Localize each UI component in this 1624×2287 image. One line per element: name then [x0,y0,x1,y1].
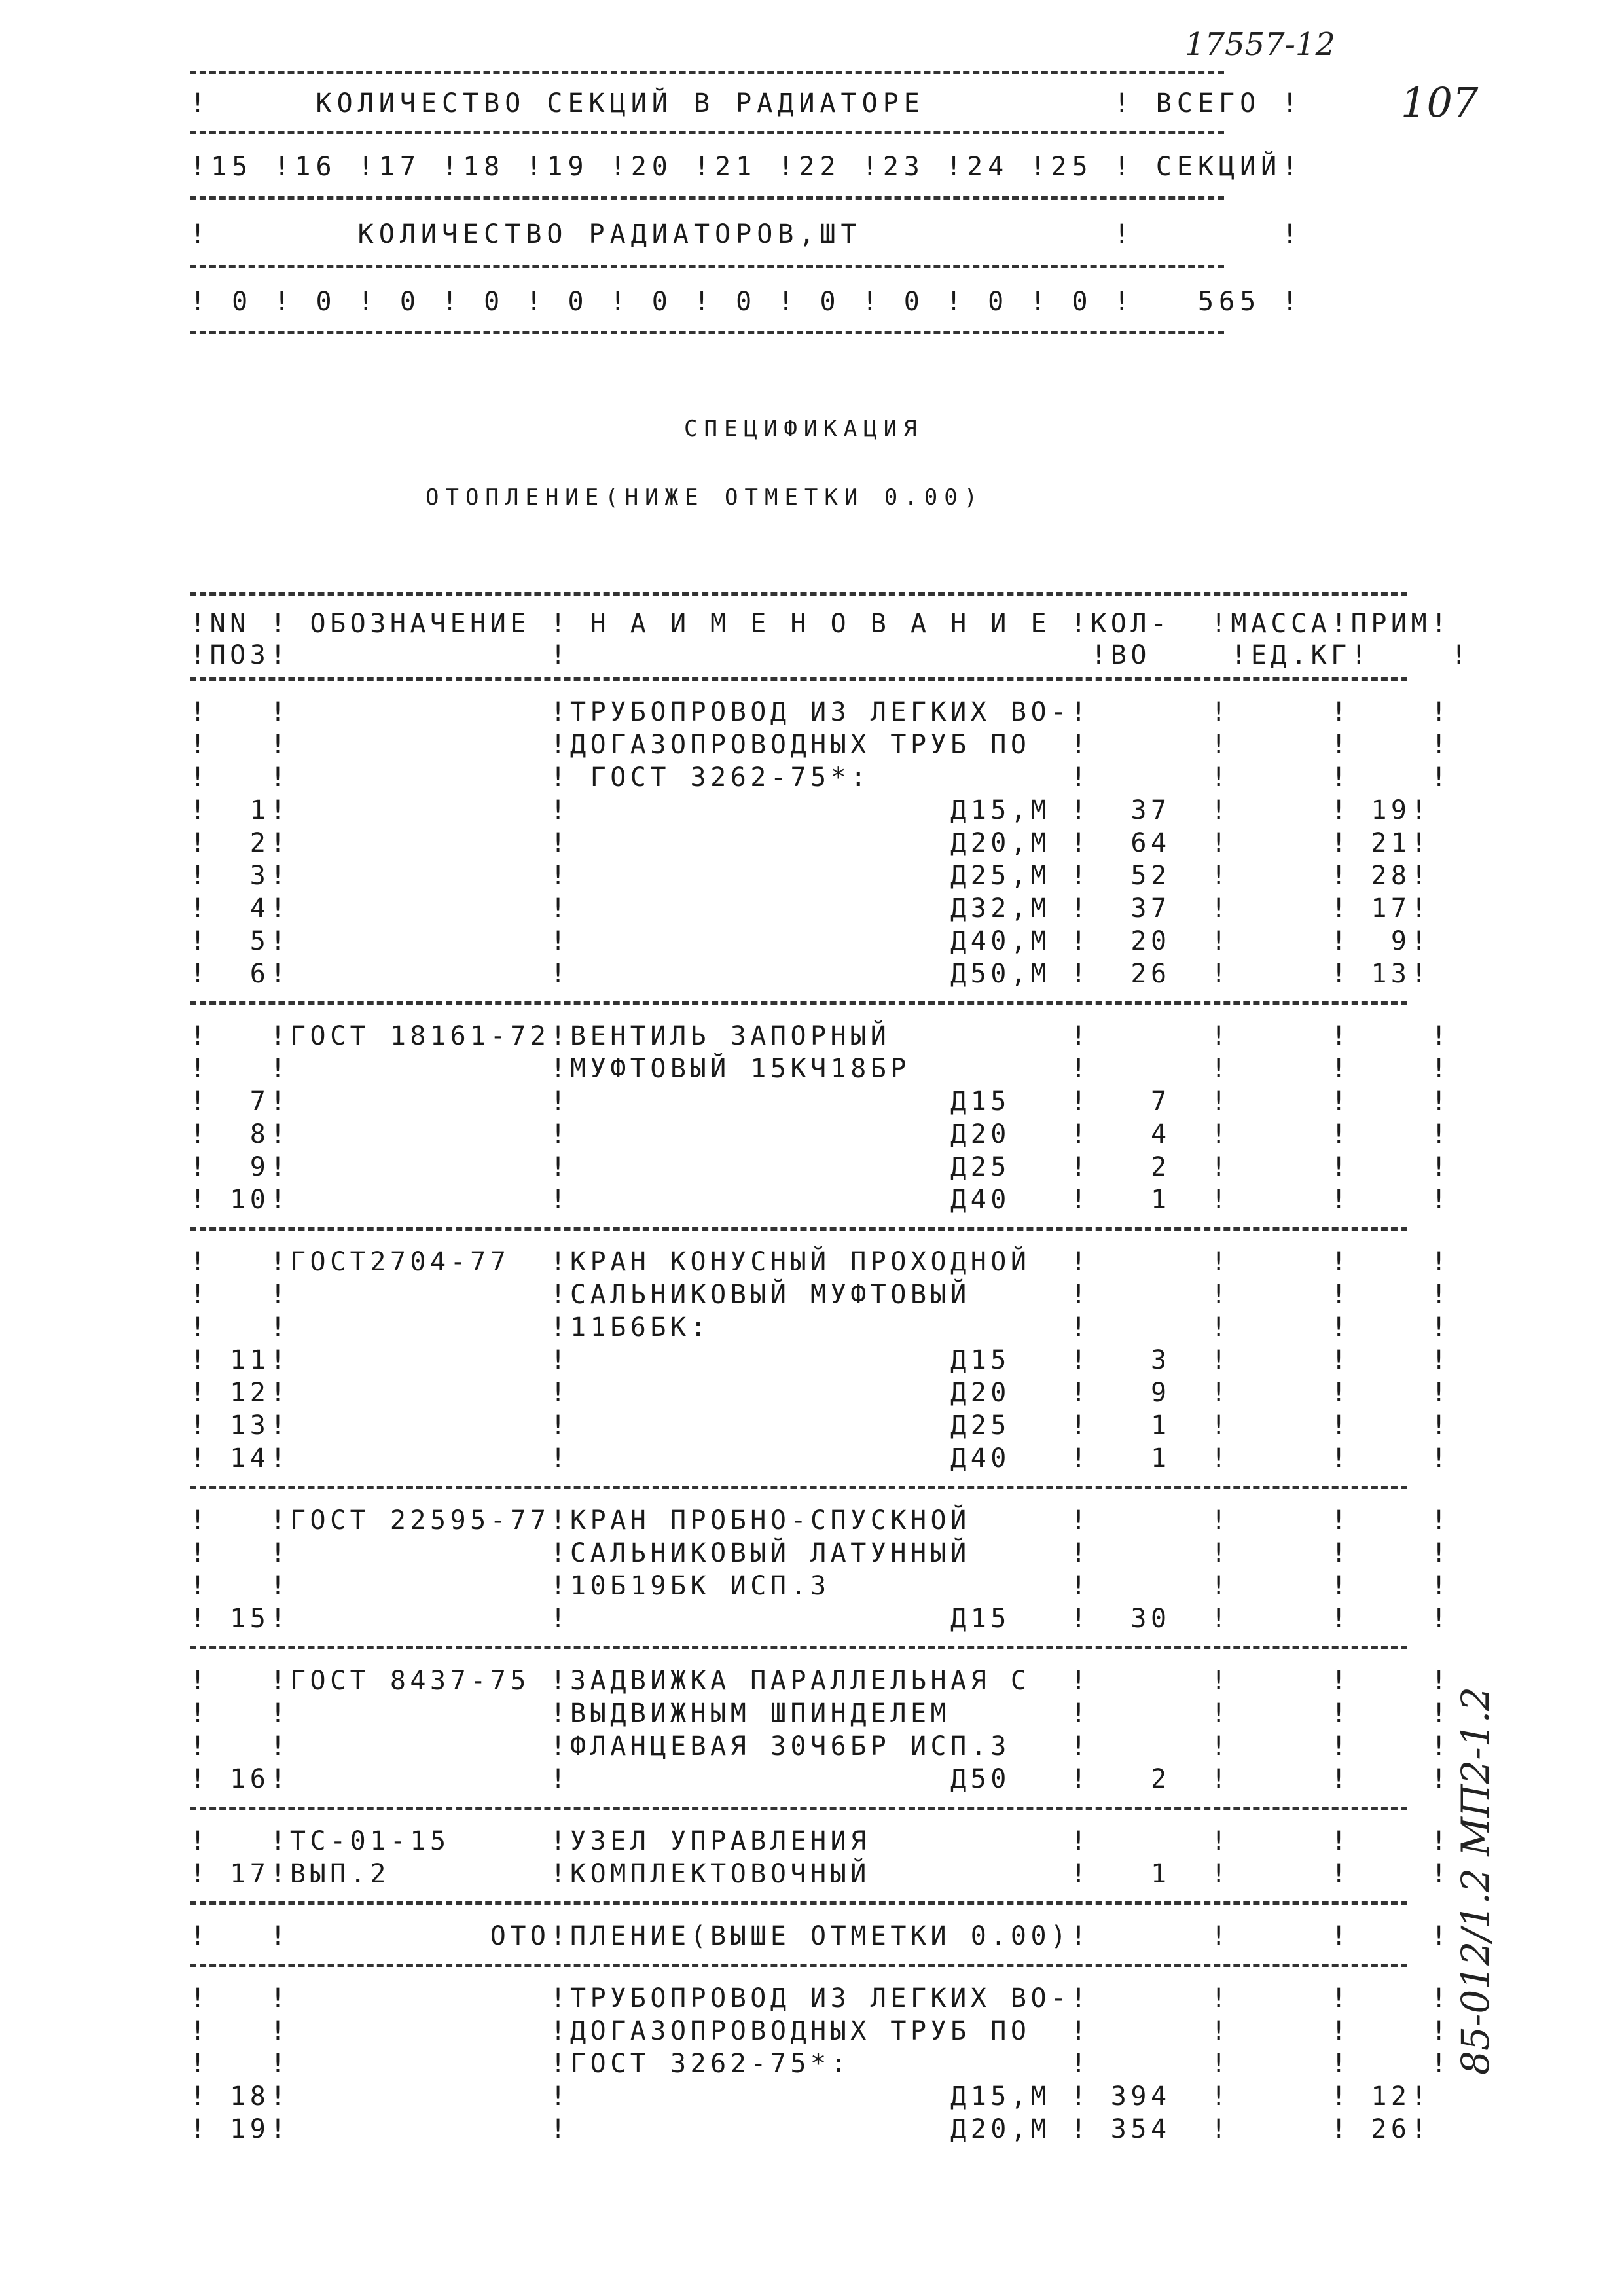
divider [190,677,1407,681]
divider [190,1227,1407,1231]
spec-row: ! ! !10Б19БК ИСП.3 ! ! ! ! [190,1571,1451,1601]
spec-row: ! 2! ! Д20,М ! 64 ! ! 21! [190,828,1432,858]
spec-row: ! 19! ! Д20,М ! 354 ! ! 26! [190,2114,1432,2144]
spec-row: ! 18! ! Д15,М ! 394 ! ! 12! [190,2081,1432,2112]
radiator-row-values: ! 0 ! 0 ! 0 ! 0 ! 0 ! 0 ! 0 ! 0 ! 0 ! 0 ! 0 ! 565 ! [190,287,1303,317]
divider [190,592,1407,596]
spec-row: ! 15! ! Д15 ! 30 ! ! ! [190,1604,1451,1634]
divider [190,71,1224,74]
spec-row: ! 17!ВЫП.2 !КОМПЛЕКТОВОЧНЫЙ ! 1 ! ! ! [190,1859,1451,1889]
spec-row: ! 10! ! Д40 ! 1 ! ! ! [190,1185,1451,1215]
divider [190,1646,1407,1649]
spec-row: ! ! !ТРУБОПРОВОД ИЗ ЛЕГКИХ ВО-! ! ! ! [190,697,1451,727]
spec-row: ! 9! ! Д25 ! 2 ! ! ! [190,1152,1451,1182]
divider [190,1001,1407,1005]
divider [190,131,1224,134]
spec-title: СПЕЦИФИКАЦИЯ [684,416,924,442]
spec-row: ! ! !ДОГАЗОПРОВОДНЫХ ТРУБ ПО ! ! ! ! [190,2016,1451,2046]
radiator-row-section-counts: !15 !16 !17 !18 !19 !20 !21 !22 !23 !24 !25 ! СЕКЦИЙ! [190,152,1303,182]
spec-subtitle: ОТОПЛЕНИЕ(НИЖЕ ОТМЕТКИ 0.00) [425,484,984,511]
spec-header-row-1: !NN ! ОБОЗНАЧЕНИЕ ! Н А И М Е Н О В А Н И Е !КОЛ- !МАССА!ПРИМ! [190,609,1451,639]
spec-row: ! 4! ! Д32,М ! 37 ! ! 17! [190,893,1432,924]
spec-row: ! 6! ! Д50,М ! 26 ! ! 13! [190,959,1432,989]
divider [190,1807,1407,1810]
radiator-row-quantity-title: ! КОЛИЧЕСТВО РАДИАТОРОВ,ШТ ! ! [190,219,1303,249]
spec-row: ! ! !САЛЬНИКОВЫЙ МУФТОВЫЙ ! ! ! ! [190,1280,1451,1310]
spec-row: ! 1! ! Д15,М ! 37 ! ! 19! [190,795,1432,825]
spec-row: ! ! !МУФТОВЫЙ 15КЧ18БР ! ! ! ! [190,1054,1451,1084]
spec-row: ! 5! ! Д40,М ! 20 ! ! 9! [190,926,1432,956]
spec-row: ! 16! ! Д50 ! 2 ! ! ! [190,1764,1451,1794]
document-number: 17557-12 [1185,26,1335,63]
divider [190,1964,1407,1967]
divider [190,196,1224,200]
spec-row: ! 11! ! Д15 ! 3 ! ! ! [190,1345,1451,1375]
divider [190,1486,1407,1489]
spec-header-row-2: !ПОЗ! ! !ВО !ЕД.КГ! ! [190,640,1471,670]
spec-row: ! !ГОСТ 18161-72!ВЕНТИЛЬ ЗАПОРНЫЙ ! ! ! ! [190,1021,1451,1051]
spec-row: ! !ГОСТ 8437-75 !ЗАДВИЖКА ПАРАЛЛЕЛЬНАЯ С ! ! ! ! [190,1666,1451,1696]
spec-row: ! ! !ТРУБОПРОВОД ИЗ ЛЕГКИХ ВО-! ! ! ! [190,1983,1451,2013]
spec-row: ! ! !ВЫДВИЖНЫМ ШПИНДЕЛЕМ ! ! ! ! [190,1699,1451,1729]
spec-row: ! 14! ! Д40 ! 1 ! ! ! [190,1443,1451,1473]
spec-row: ! ! !ДОГАЗОПРОВОДНЫХ ТРУБ ПО ! ! ! ! [190,730,1451,760]
divider [190,331,1224,334]
spec-row: ! ! ОТО!ПЛЕНИЕ(ВЫШЕ ОТМЕТКИ 0.00)! ! ! ! [190,1921,1451,1951]
side-label: 85-012/1.2 МП2-1.2 [1453,1686,1498,2075]
spec-row: ! 7! ! Д15 ! 7 ! ! ! [190,1087,1451,1117]
divider [190,265,1224,268]
spec-row: ! !ГОСТ 22595-77!КРАН ПРОБНО-СПУСКНОЙ ! ! ! ! [190,1505,1451,1536]
spec-row: ! ! !11Б6БК: ! ! ! ! [190,1312,1451,1342]
radiator-row-sections-title: ! КОЛИЧЕСТВО СЕКЦИЙ В РАДИАТОРЕ ! ВСЕГО ! [190,88,1303,118]
spec-row: ! ! !ФЛАНЦЕВАЯ 30Ч6БР ИСП.3 ! ! ! ! [190,1731,1451,1761]
spec-row: ! 13! ! Д25 ! 1 ! ! ! [190,1411,1451,1441]
page-number: 107 [1401,79,1479,126]
spec-row: ! 12! ! Д20 ! 9 ! ! ! [190,1378,1451,1408]
spec-row: ! !ГОСТ2704-77 !КРАН КОНУСНЫЙ ПРОХОДНОЙ ! ! ! ! [190,1247,1451,1277]
divider [190,1901,1407,1905]
spec-row: ! ! ! ГОСТ 3262-75*: ! ! ! ! [190,763,1451,793]
spec-row: ! ! !САЛЬНИКОВЫЙ ЛАТУННЫЙ ! ! ! ! [190,1538,1451,1568]
spec-row: ! 8! ! Д20 ! 4 ! ! ! [190,1119,1451,1149]
spec-row: ! 3! ! Д25,М ! 52 ! ! 28! [190,861,1432,891]
spec-row: ! !ТС-01-15 !УЗЕЛ УПРАВЛЕНИЯ ! ! ! ! [190,1826,1451,1856]
spec-row: ! ! !ГОСТ 3262-75*: ! ! ! ! [190,2049,1451,2079]
